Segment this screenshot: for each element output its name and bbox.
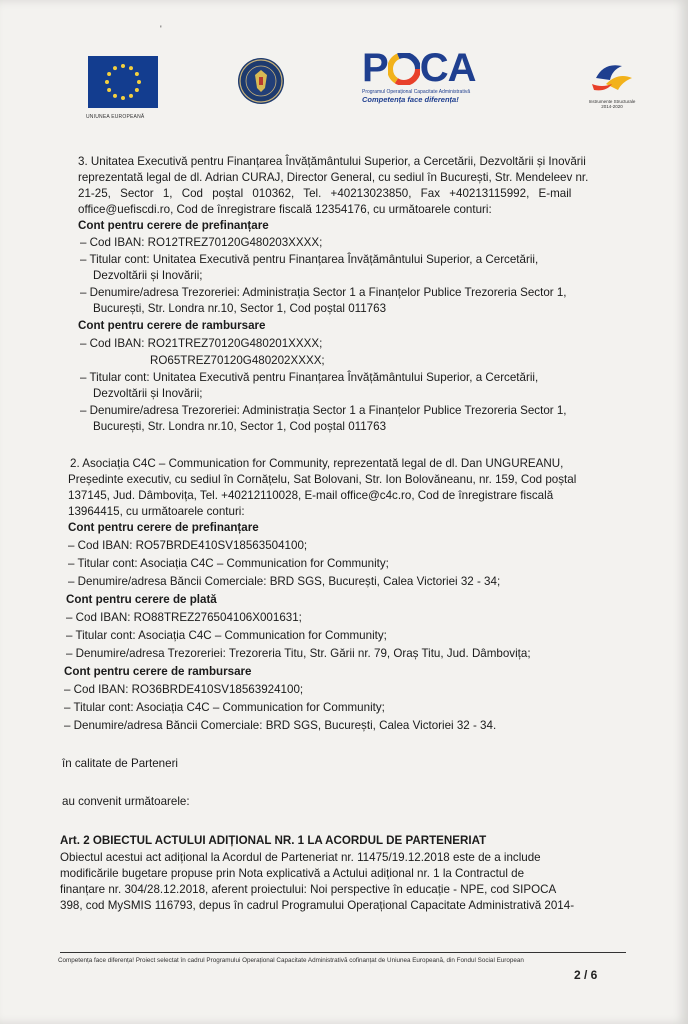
text-line: – Titular cont: Asociația C4C – Communication for Community; [66,629,387,642]
text-line: office@uefiscdi.ro, Cod de înregistrare fiscală 12354176, cu următoarele conturi: [78,203,492,216]
section-heading: Cont pentru cerere de rambursare [64,665,252,678]
text-line: 3. Unitatea Executivă pentru Finanțarea Învățământului Superior, a Cercetării, Dezvoltării și Inovării [78,155,586,168]
text-line: – Denumire/adresa Trezoreriei: Trezoreria Titu, Str. Gării nr. 79, Oraș Titu, Jud. Dâmbovița; [66,647,531,660]
section-heading: Cont pentru cerere de rambursare [78,319,266,332]
poca-tagline: Competența face diferența! [362,95,459,104]
text-line: Dezvoltării și Inovării; [93,269,203,282]
section-heading: Cont pentru cerere de plată [66,593,217,606]
text-line: – Cod IBAN: RO12TREZ70120G480203XXXX; [80,236,323,249]
text-line: București, Str. Londra nr.10, Sector 1, Cod poștal 011763 [93,420,387,433]
text-line: – Denumire/adresa Trezoreriei: Administrația Sector 1 a Finanțelor Publice Trezoreria Sector 1, [80,286,567,299]
text-line: 398, cod MySMIS 116793, depus în cadrul Programului Operațional Capacitate Administrativă 2014- [60,899,575,912]
text-line: reprezentată legal de dl. Adrian CURAJ, Director General, cu sediul în București, Str. Mendeleev nr. [78,171,589,184]
text-line: – Titular cont: Unitatea Executivă pentru Finanțarea Învățământului Superior, a Cercetării, [80,371,539,384]
text-line: – Titular cont: Unitatea Executivă pentru Finanțarea Învățământului Superior, a Cercetării, [80,253,539,266]
text-line: Președinte executiv, cu sediul în Cornățelu, Sat Bolovani, Str. Ion Bolovăneanu, nr. 159, Cod poștal [68,473,577,486]
text-line: 13964415, cu următoarele conturi: [68,505,245,518]
text-line: au convenit următoarele: [62,795,190,808]
text-line: în calitate de Parteneri [62,757,179,770]
text-line: RO65TREZ70120G480202XXXX; [150,354,325,367]
text-line: – Titular cont: Asociația C4C – Communication for Community; [64,701,385,714]
poca-wordmark: P CA [362,46,476,90]
text-line: Obiectul acestui act adițional la Acordul de Parteneriat nr. 11475/19.12.2018 este de a include [60,851,541,864]
text-line: – Denumire/adresa Trezoreriei: Administrația Sector 1 a Finanțelor Publice Trezoreria Sector 1, [80,404,567,417]
text-line: finanțare nr. 304/28.12.2018, aferent proiectului: Noi perspective în educație - NPE, cod SIPOCA [60,883,557,896]
poca-subtitle: Programul Operațional Capacitate Administrativă [362,89,471,95]
text-line: 137145, Jud. Dâmbovița, Tel. +40212110028, E-mail office@c4c.ro, Cod de înregistrare fiscală [68,489,554,502]
scan-mark: ' [160,24,162,34]
is-caption-2: 2014-2020 [601,104,623,109]
text-line: 2. Asociația C4C – Communication for Community, reprezentată legal de dl. Dan UNGUREANU, [70,457,564,470]
text-line: modificările bugetare propuse prin Nota explicativă a Actului adițional nr. 1 la Contractul de [60,867,525,880]
text-line: – Cod IBAN: RO36BRDE410SV18563924100; [64,683,304,696]
text-line: – Cod IBAN: RO21TREZ70120G480201XXXX; [80,337,323,350]
is-caption-1: Instrumente Structurale [588,99,636,104]
page-number: 2 / 6 [574,968,598,982]
text-line: – Denumire/adresa Băncii Comerciale: BRD SGS, București, Calea Victoriei 32 - 34. [64,719,497,732]
text-line: Dezvoltării și Inovării; [93,387,203,400]
text-line: – Titular cont: Asociația C4C – Communication for Community; [68,557,389,570]
section-heading: Cont pentru cerere de prefinanțare [78,219,269,232]
section-heading: Cont pentru cerere de prefinanțare [68,521,259,534]
text-line: – Cod IBAN: RO88TREZ276504106X001631; [66,611,302,624]
eu-caption: UNIUNEA EUROPEANĂ [86,114,145,120]
text-line: București, Str. Londra nr.10, Sector 1, Cod poștal 011763 [93,302,387,315]
text-line: – Cod IBAN: RO57BRDE410SV18563504100; [68,539,308,552]
footer-text: Competența face diferența! Proiect selectat în cadrul Programului Operațional Capacitate Administrativă cofinanțat de Uniunea Europeană, din Fondul Social European [58,957,524,964]
article-heading: Art. 2 OBIECTUL ACTULUI ADIȚIONAL NR. 1 LA ACORDUL DE PARTENERIAT [60,834,487,847]
footer-divider [60,952,626,953]
text-line: 21-25, Sector 1, Cod poștal 010362, Tel. +40213023850, Fax +40213115992, E-mail [78,187,572,200]
text-line: – Denumire/adresa Băncii Comerciale: BRD SGS, București, Calea Victoriei 32 - 34; [68,575,501,588]
